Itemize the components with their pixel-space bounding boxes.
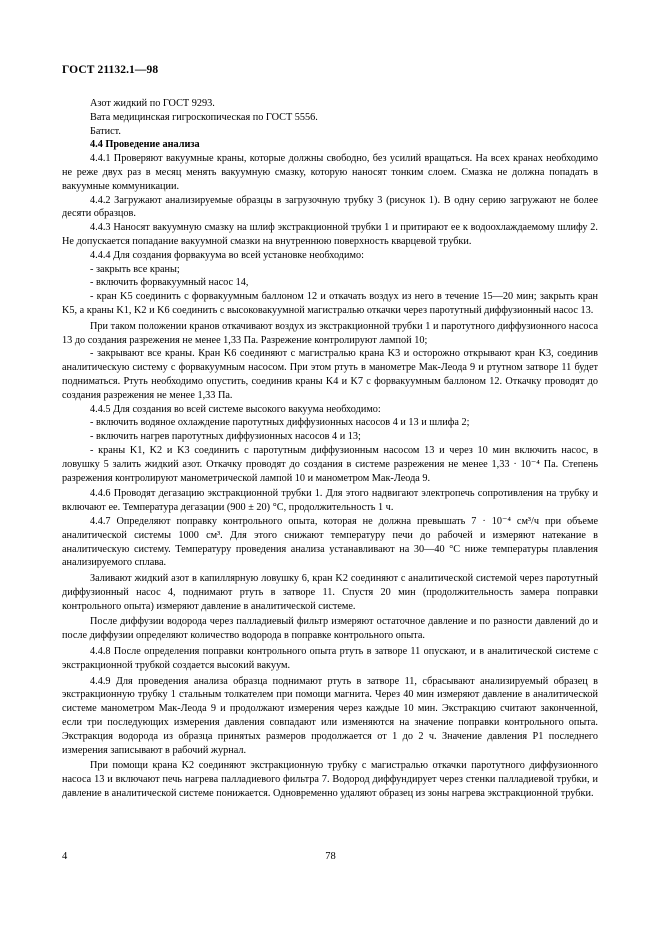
page-number: 78 — [325, 851, 336, 862]
paragraph: При помощи крана K2 соединяют экстракционную трубку с магистралью откачки паротутного диффузионного насоса 13 и включают печь нагрева палладиевого фильтра 7. Водород диффундирует через стенки палладиевой трубки, и давление в аналитической системе понижается. Одновременно удаляют образец из зоны нагрева экстракционной трубки. — [62, 760, 598, 800]
paragraph: После диффузии водорода через палладиевый фильтр измеряют остаточное давление и по разности давлений до и после диффузии определяют количество водорода в поправке контрольного опыта. — [62, 616, 598, 642]
paragraph: Батист. — [90, 125, 121, 137]
paragraph: 4.4.4 Для создания форвакуума во всей установке необходимо: — [90, 249, 364, 261]
list-item: - краны K1, K2 и K3 соединить с паротутным диффузионным насосом 13 и через 10 мин включить насос, в ловушку 5 залить жидкий азот. Откачку проводят до создания в системе разрежения не менее 1,33 · 10⁻⁴ Па. Степень разрежения контролируют манометрической лампой 10 и манометром Мак-Леода 9. — [62, 444, 598, 484]
paragraph: Вата медицинская гигроскопическая по ГОСТ 5556. — [90, 111, 318, 123]
list-item: - включить водяное охлаждение паротутных диффузионных насосов 4 и 13 и шлифа 2; — [90, 417, 470, 429]
list-item: - кран K5 соединить с форвакуумным баллоном 12 и откачать воздух из него в течение 15—20 мин; закрыть кран K5, а краны K1, K2 и K6 соединить с высоковакуумной магистралью откачки через паротутный диффузионный насос 13. — [62, 291, 598, 316]
paragraph: 4.4.8 После определения поправки контрольного опыта ртуть в затворе 11 опускают, и в аналитической системе с экстракционной трубкой создается высокий вакуум. — [62, 646, 598, 671]
section-heading: 4.4 Проведение анализа — [90, 139, 200, 151]
paragraph: Заливают жидкий азот в капиллярную ловушку 6, кран K2 соединяют с аналитической системой через паротутный диффузионный насос 4, поднимают ртуть в затворе 11. Спустя 20 мин (продолжительность замера поправки контрольного опыта) измеряют давление в аналитической системе. — [62, 573, 598, 612]
list-item: - включить форвакуумный насос 14, — [90, 277, 249, 289]
paragraph: 4.4.7 Определяют поправку контрольного опыта, которая не должна превышать 7 · 10⁻⁴ см³/ч при объеме аналитической системы 1000 см³. Для этого снижают температуру печи до рабочей и измеряют натекание в аналитическую систему. Температуру проведения анализа устанавливают на 30—40 °С ниже температуры плавления анализируемого сплава. — [62, 515, 598, 569]
paragraph: 4.4.9 Для проведения анализа образца поднимают ртуть в затворе 11, сбрасывают анализируемый образец в экстракционную трубку 1 стальным толкателем при помощи магнита. Через 40 мин измеряют давление в аналитической системе манометром Мак-Леода 9 и продолжают измерения через каждые 10 мин. Экстракцию считают законченной, если три последующих измерения давления совпадают или изменяются на значение поправки контрольного опыта. Экстракция водорода из образца принятых размеров продолжается от 1 до 2 ч. Значение давления P1 последнего измерения записывают в рабочий журнал. — [62, 675, 598, 756]
list-item: - включить нагрев паротутных диффузионных насосов 4 и 13; — [90, 431, 361, 443]
paragraph: 4.4.5 Для создания во всей системе высокого вакуума необходимо: — [90, 403, 381, 415]
document-header: ГОСТ 21132.1—98 — [62, 64, 159, 76]
paragraph: 4.4.3 Наносят вакуумную смазку на шлиф экстракционной трубки 1 и притирают ее к водоохлаждаемому шлифу 2. Не допускается попадание вакуумной смазки на внутреннюю поверхность кварцевой трубки. — [62, 222, 598, 247]
paragraph: 4.4.6 Проводят дегазацию экстракционной трубки 1. Для этого надвигают электропечь сопротивления на трубку и включают ее. Температура дегазации (900 ± 20) °С, продолжительность 1 ч. — [62, 488, 598, 514]
list-item: - закрыть все краны; — [90, 263, 180, 275]
paragraph: При таком положении кранов откачивают воздух из экстракционной трубки 1 и паротутного диффузионного насоса 13 до создания разрежения не менее 1,33 Па. Разрежение контролируют лампой 10; — [62, 320, 598, 346]
list-item: - закрывают все краны. Кран K6 соединяют с магистралью крана K3 и осторожно открывают кран K3, соединив аналитическую систему с форвакуумным насосом. При этом ртуть в манометре Мак-Леода 9 и ртутном затворе 11 будет подниматься. Ртуть необходимо опустить, соединив краны K4 и K7 с форвакуумным баллоном 12. Откачку проводят до создания разрежения не менее 1,33 Па. — [62, 348, 598, 401]
footer-left: 4 — [62, 851, 68, 862]
paragraph: Азот жидкий по ГОСТ 9293. — [90, 98, 215, 109]
paragraph: 4.4.1 Проверяют вакуумные краны, которые должны свободно, без усилий вращаться. На всех кранах необходимо не реже двух раз в месяц менять вакуумную смазку, которую наносят тонким слоем. Смазка не должна попадать в вакуумные коммуникации. — [62, 153, 598, 192]
document-body — [62, 97, 598, 801]
paragraph: 4.4.2 Загружают анализируемые образцы в загрузочную трубку 3 (рисунок 1). В одну серию загружают не более десяти образцов. — [62, 194, 598, 220]
